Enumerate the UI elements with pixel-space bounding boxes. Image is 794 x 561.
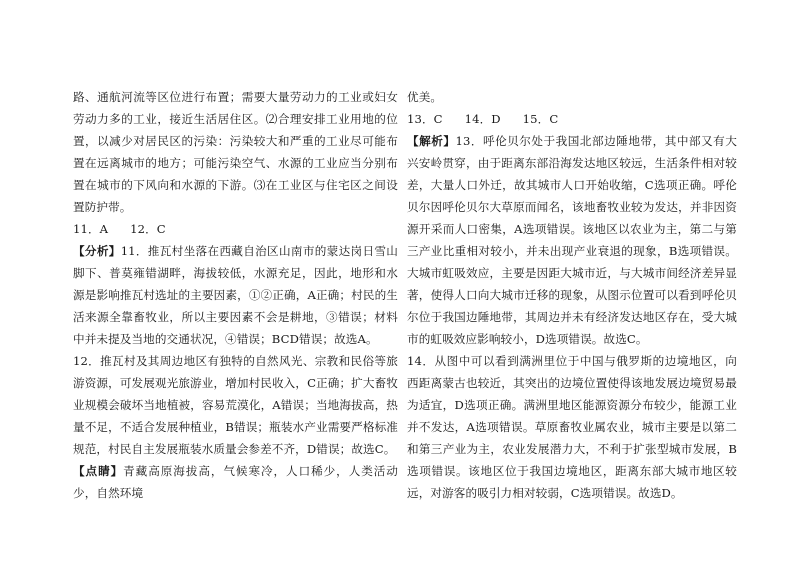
answer-13: 13．C: [407, 112, 443, 126]
tip-paragraph: [73, 460, 398, 504]
answer-15: 15．C: [522, 112, 559, 126]
explanation-13: [407, 130, 737, 350]
tip-tag: 【点睛】: [73, 464, 124, 478]
paragraph-industry-layout: 路、通航河流等区位进行布置；需要大量劳动力的工业或妇女劳动力多的工业，接近生活居住区。⑵合理安排工业用地的位置，以减少对居民区的污染：污染较大和严重的工业尽可能布置在远离城市的地方；可能污染空气、水源的工业应当分别布置在城市的下风向和水源的下游。⑶在工业区与住宅区之间设置防护带。: [73, 90, 398, 214]
explain-tag: 【解析】: [407, 134, 456, 148]
answers-13-15: [407, 108, 737, 130]
left-column: [73, 86, 398, 504]
analysis-paragraph: [73, 240, 398, 350]
answers-11-12: [73, 218, 398, 240]
answer-11: 11．A: [73, 222, 109, 236]
analysis-text: 11．推瓦村坐落在西藏自治区山南市的蒙达岗日雪山脚下、普莫雍错湖畔，海拔较低，水源充足，因此，地形和水源是影响推瓦村选址的主要因素，①②正确，A正确；村民的生活来源全靠畜牧业，所以主要因素不会是耕地，③错误；材料中并未提及当地的交通状况，④错误；BCD错误；故选A。: [73, 244, 398, 346]
question-12-explanation: 12．推瓦村及其周边地区有独特的自然风光、宗教和民俗等旅游资源，可发展观光旅游业，增加村民收入，C正确；扩大畜牧业规模会破坏当地植被，容易荒漠化，A错误；当地海拔高，热量不足，不适合发展种植业，B错误；瓶装水产业需要严格标准规范，村民自主发展瓶装水质量会参差不齐，D错误；故选C。: [73, 354, 398, 456]
tip-continuation: 优美。: [407, 90, 443, 104]
right-column: [407, 86, 737, 504]
tip-text: 青藏高原海拔高，气候寒冷，人口稀少，人类活动少，自然环境: [73, 464, 399, 500]
analysis-tag: 【分析】: [73, 244, 121, 258]
explain-13-text: 13．呼伦贝尔处于我国北部边陲地带，其中部又有大兴安岭贯穿，由于距离东部沿海发达地区较远，生活条件相对较差，大量人口外迁，故其城市人口开始收缩，C选项正确。呼伦贝尔因呼伦贝尔大草原而闻名，该地畜牧业较为发达，并非因资源开采而人口密集，A选项错误。该地区以农业为主，第二与第三产业比重相对较小，并未出现产业衰退的现象，B选项错误。大城市虹吸效应，主要是因距大城市近，与大城市间经济差异显著，使得人口向大城市迁移的现象，从图示位置可以看到呼伦贝尔位于我国边陲地带，其周边并未有经济发达地区存在，受大城市的虹吸效应影响较小，D选项错误。故选C。: [407, 134, 737, 346]
answer-12: 12．C: [130, 222, 166, 236]
explanation-14: 14．从图中可以看到满洲里位于中国与俄罗斯的边境地区，向西距离蒙古也较近，其突出的边境位置使得该地发展边境贸易最为适宜，D选项正确。满洲里地区能源资源分布较少，能源工业并不发达，A选项错误。草原畜牧业属农业，城市主要是以第二和第三产业为主，农业发展潜力大，不利于扩张型城市发展，B选项错误。该地区位于我国边境地区，距离东部大城市地区较远，对游客的吸引力相对较弱，C选项错误。故选D。: [407, 354, 737, 500]
answer-14: 14．D: [464, 112, 501, 126]
